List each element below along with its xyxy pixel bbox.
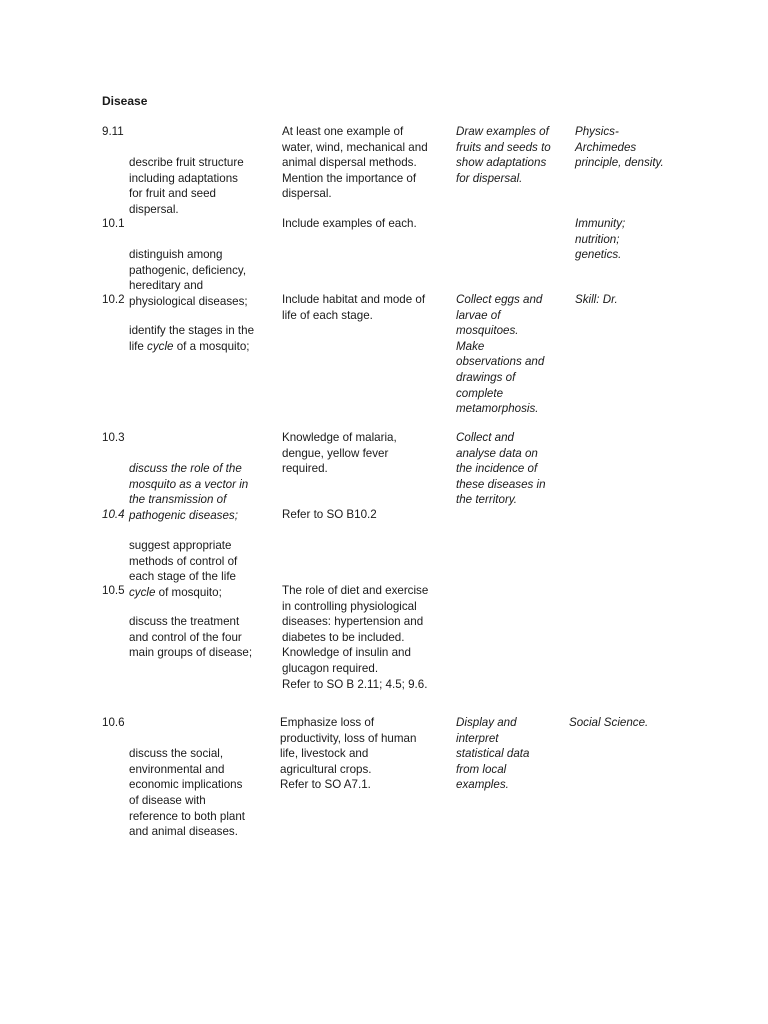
content-cell: Include habitat and mode of life of each stage.: [282, 293, 426, 322]
objective-text-part: suggest appropriate methods of control of each stage of the life: [129, 539, 238, 584]
activity-cell: Display and interpret statistical data from local examples.: [456, 716, 530, 792]
content-cell: Include examples of each.: [282, 217, 417, 230]
objective-text: discuss the role of the mosquito as a vector in the transmission of pathogenic diseases;: [129, 462, 249, 522]
content-cell: At least one example of water, wind, mechanical and animal dispersal methods. Mention the importance of dispersal.: [282, 125, 428, 201]
activity-cell: Collect and analyse data on the incidence of these diseases in the territory.: [456, 431, 546, 507]
objective-text-emphasis: cycle: [147, 339, 174, 353]
objective-text: describe fruit structure including adaptations for fruit and seed dispersal.: [129, 156, 244, 216]
objective-cell: [102, 292, 274, 370]
objective-number: 10.6: [102, 716, 125, 729]
objective-text: [102, 323, 274, 354]
objective-cell: [102, 715, 274, 855]
content-cell: Refer to SO B10.2: [282, 508, 377, 521]
objective-cell: [102, 583, 274, 677]
objective-number: 10.3: [102, 431, 125, 444]
objective-number: 10.4: [102, 508, 125, 521]
objective-number: 10.2: [102, 293, 125, 306]
objective-number: 9.11: [102, 125, 124, 138]
content-cell: Knowledge of malaria, dengue, yellow fever required.: [282, 431, 397, 476]
objective-text-emphasis: cycle: [129, 585, 156, 599]
activity-cell: Draw examples of fruits and seeds to show adaptations for dispersal.: [456, 125, 551, 185]
objective-text-part: of a mosquito;: [173, 339, 250, 353]
page-title: Disease: [102, 94, 148, 108]
content-cell: The role of diet and exercise in controlling physiological diseases: hypertension and diabetes to be included. Knowledge of insulin and glucagon required. Refer to SO B 2.11; 4.5; 9.6.: [282, 584, 429, 691]
content-cell: Emphasize loss of productivity, loss of human life, livestock and agricultural crops. Refer to SO A7.1.: [280, 716, 417, 792]
link-cell: Physics- Archimedes principle, density.: [575, 125, 664, 170]
link-cell: Skill: Dr.: [575, 293, 618, 306]
activity-cell: Collect eggs and larvae of mosquitoes. Make observations and drawings of complete metamorphosis.: [456, 293, 545, 416]
objective-number: 10.1: [102, 217, 125, 230]
objective-number: 10.5: [102, 584, 125, 597]
objective-text: discuss the treatment and control of the four main groups of disease;: [129, 615, 253, 660]
objective-text: discuss the social, environmental and economic implications of disease with reference to both plant and animal diseases.: [129, 747, 246, 839]
objective-text-part: identify the stages in the life: [129, 324, 255, 353]
link-cell: Immunity; nutrition; genetics.: [575, 217, 626, 262]
objective-text: distinguish among pathogenic, deficiency, hereditary and physiological diseases;: [129, 248, 248, 308]
link-cell: Social Science.: [569, 716, 649, 729]
objective-text-part: of mosquito;: [155, 585, 222, 599]
